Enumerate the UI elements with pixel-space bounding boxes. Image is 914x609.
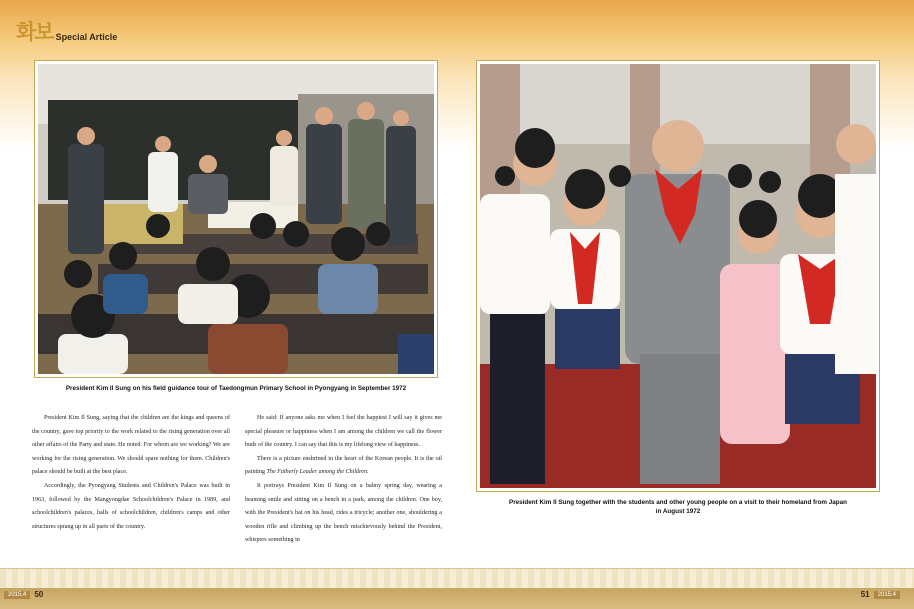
footer-bar: [0, 588, 914, 609]
article-column-2: [245, 412, 442, 548]
right-caption-line1: President Kim Il Sung together with the students and other young people on a visit to their homeland from Japan: [509, 499, 847, 506]
right-photo-frame: [476, 60, 880, 492]
left-folio: [4, 590, 43, 599]
left-photo-caption: President Kim Il Sung on his field guidance tour of Taedongmun Primary School in Pyongyang in September 1972: [65, 385, 407, 392]
magazine-logo: [16, 22, 117, 43]
page-number: 51: [860, 590, 870, 599]
paragraph-end: .: [367, 469, 369, 476]
issue-date: 2015.4: [874, 591, 900, 599]
logo-hangul: 화보: [16, 20, 53, 44]
issue-date: 2015.4: [4, 591, 30, 599]
right-photo-caption: [476, 498, 880, 516]
article-paragraph: President Kim Il Sung, saying that the children are the kings and queens of the country, gave top priority to the work related to the rising generation over all other affairs of the Party and state. He noted: For whom are we working? We are working for the rising generation. We should spare nothing for them. Children's palace should be built at the best place.: [32, 415, 230, 476]
painting-title: The Fatherly Leader among the Children: [266, 469, 367, 476]
right-caption-line2: in August 1972: [655, 508, 701, 516]
classroom-scene-illustration: [38, 64, 434, 374]
article-paragraph: Accordingly, the Pyongyang Students and Children's Palace was built in 1963, followed by the Mangyongdae Schoolchildren's Palace in 1989, and schoolchildren's palaces, halls of schoolchildren, children's camps and other structures sprang up in all parts of the country.: [32, 482, 230, 530]
page-number: 50: [34, 590, 44, 599]
students-photo: [480, 64, 876, 488]
students-scene-illustration: [480, 64, 876, 488]
article-paragraph: He said: If anyone asks me when I feel the happiest I will say it gives me special pleasure or happiness when I am among the children we call the flower buds of the country. I can say that this is my lifelong view of happiness.: [245, 415, 442, 449]
right-folio: [861, 590, 900, 599]
classroom-photo: [38, 64, 434, 374]
article-paragraph: [245, 453, 442, 480]
paragraph-text: There is a picture enshrined in the heart of the Korean people. It is the oil painting: [245, 455, 442, 476]
left-photo-frame: [34, 60, 438, 378]
article-paragraph: It portrays President Kim Il Sung on a balmy spring day, wearing a beaming smile and sitting on a bench in a park, among the children. One boy, with the President's hat on his head, rides a tricycle; another one, shouldering a wooden rifle and climbing up the bench mischievously behind the President, whispers something in: [245, 482, 442, 544]
section-label: Special Article: [55, 32, 118, 42]
article-column-1: [32, 412, 230, 534]
footer-decorative-band: [0, 568, 914, 589]
